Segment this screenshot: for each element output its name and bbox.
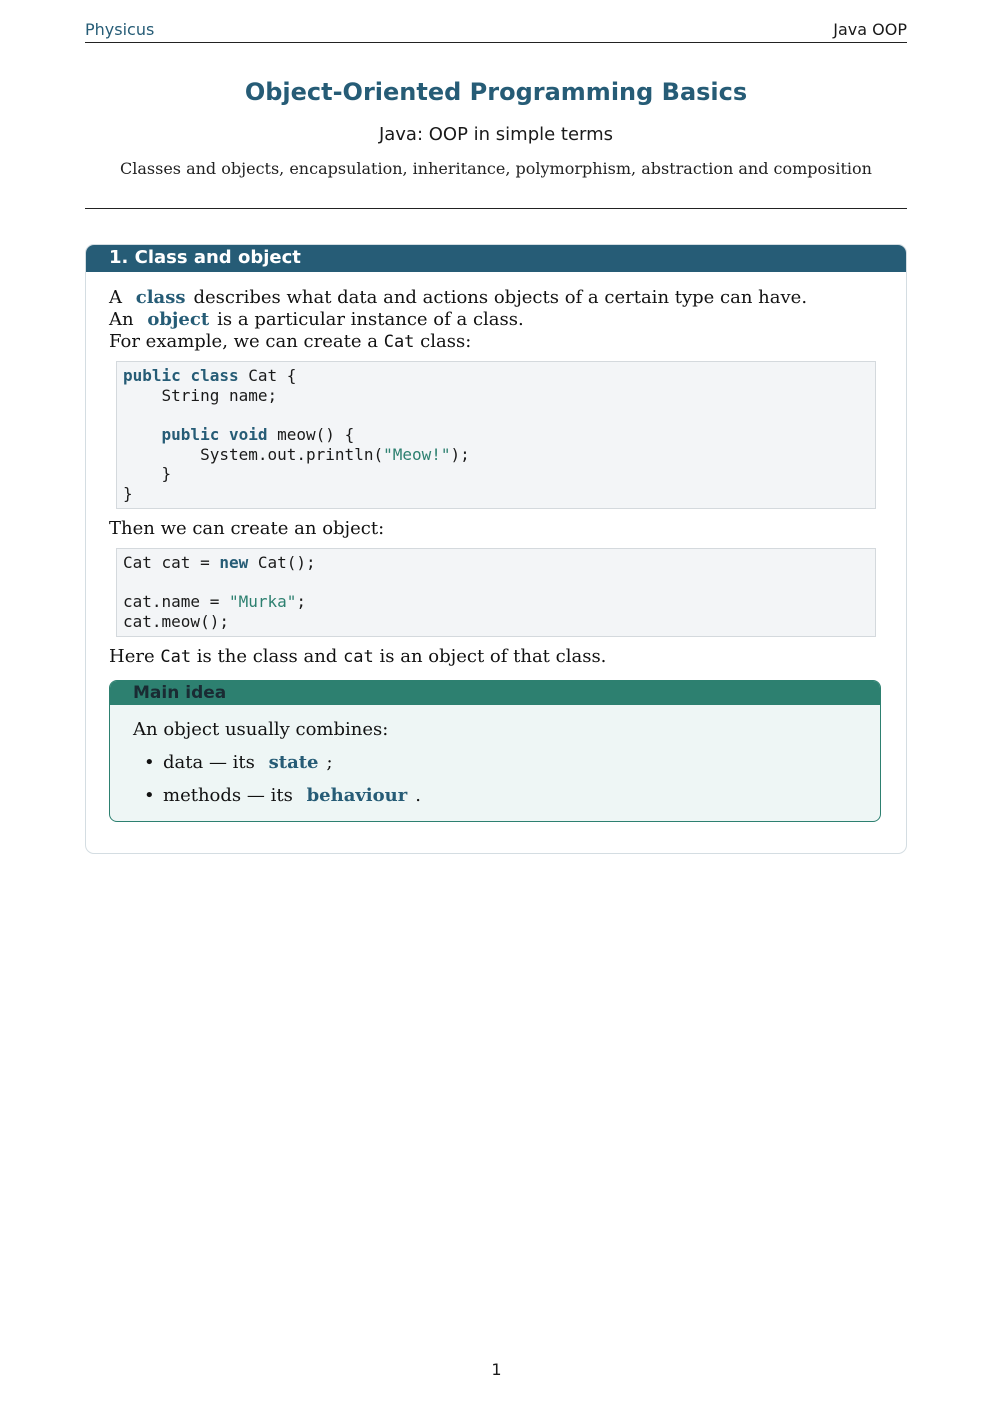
code-line: public class Cat {: [123, 366, 297, 385]
main-idea-box: [109, 680, 881, 822]
term-object: object: [147, 309, 210, 330]
code-line-blank: [123, 405, 869, 425]
title-divider: [85, 208, 907, 209]
main-idea-list: [133, 752, 857, 807]
term-state: state: [268, 751, 319, 773]
title-block: [85, 76, 907, 180]
code-line: }: [123, 484, 133, 504]
inline-code-cat-object: cat: [343, 646, 374, 667]
code-block-class: [116, 361, 876, 509]
section-heading: 1. Class and object: [86, 245, 906, 272]
page-number: 1: [491, 1360, 502, 1379]
inline-code-cat: Cat: [383, 332, 415, 352]
code-line: System.out.println("Meow!");: [123, 444, 470, 464]
code-line: Cat cat = new Cat();: [123, 552, 316, 572]
code-line: }: [123, 464, 172, 484]
paragraph-create-object: Then we can create an object:: [109, 517, 385, 539]
list-item: • data — its state ;: [133, 752, 857, 774]
main-idea-body: [110, 705, 880, 821]
page-subtitle: Java: OOP in simple terms: [378, 124, 614, 145]
code-line-blank: [123, 573, 869, 593]
section-body: [86, 272, 906, 822]
list-item: • methods — its behaviour .: [133, 785, 857, 807]
main-idea-intro: An object usually combines:: [133, 718, 389, 740]
header-course-name: Java OOP: [833, 20, 907, 39]
page-tagline: Classes and objects, encapsulation, inheritance, polymorphism, abstraction and composition: [120, 159, 872, 178]
code-line: cat.name = "Murka";: [123, 592, 307, 612]
header-site-name: Physicus: [85, 20, 155, 39]
paragraph-explanation: Here Cat is the class and cat is an object of that class.: [109, 645, 607, 667]
running-header: [85, 20, 907, 43]
main-idea-heading: Main idea: [110, 681, 880, 705]
code-line: cat.meow();: [123, 611, 229, 631]
term-class: class: [135, 287, 186, 308]
code-block-object: [116, 548, 876, 637]
paragraph-class-definition: A class describes what data and actions objects of a certain type can have.: [109, 287, 808, 308]
page-title: Object-Oriented Programming Basics: [244, 78, 748, 106]
code-line: public void meow() {: [161, 425, 355, 445]
inline-code-cat-class: Cat: [160, 646, 192, 667]
section-class-and-object: [85, 244, 907, 854]
paragraph-example-intro: For example, we can create a Cat class:: [109, 331, 472, 352]
code-line: String name;: [123, 385, 278, 405]
paragraph-object-definition: An object is a particular instance of a class.: [109, 309, 524, 330]
term-behaviour: behaviour: [306, 784, 408, 806]
